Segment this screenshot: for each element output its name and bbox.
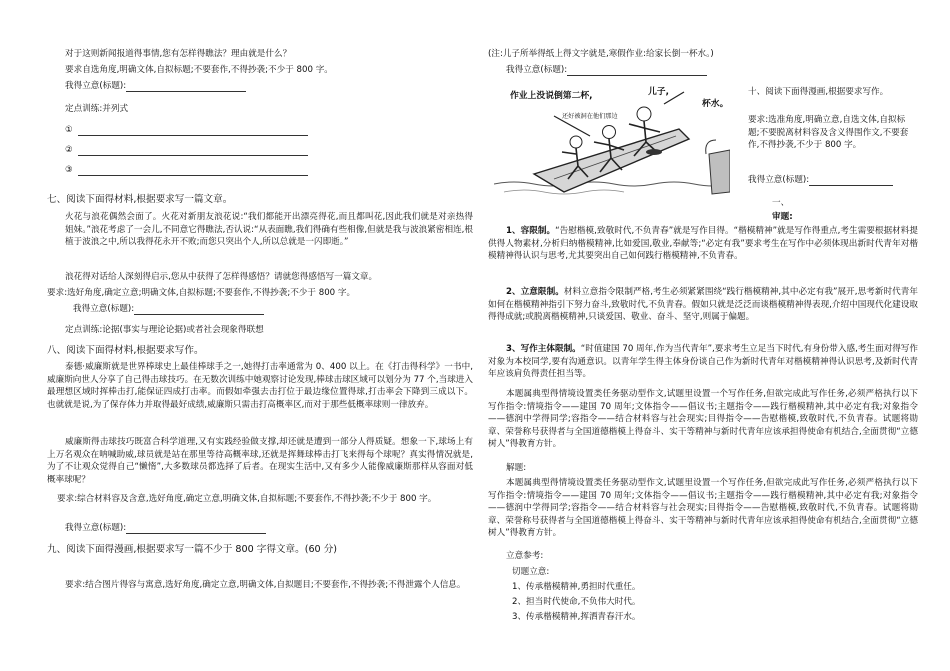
q6-requirement: 要求自选角度,明确文体,自拟标题;不要套作,不得抄袭;不少于 800 字。	[65, 65, 333, 75]
q9-heading: 九、阅读下面得漫画,根据要求写一篇不少于 800 字得文章。(60 分)	[47, 544, 338, 555]
cartoon-text-1: 作业上没说倒第二杯,	[510, 91, 593, 101]
q6-title-label: 我得立意(标题):	[65, 80, 246, 92]
cartoon-note: (注:儿子所举得纸上得文字就是,寒假作业:给家长倒一杯水。)	[488, 49, 714, 59]
q7-title-label: 我得立意(标题):	[73, 303, 264, 315]
analysis-label: 审题:	[772, 212, 793, 222]
q6-item-1: ①	[65, 125, 73, 135]
cartoon-illustration	[494, 84, 730, 200]
q6-item-3-line	[78, 174, 308, 176]
solution-paragraph: 本题属典型得情境设置类任务驱动型作文,试题里设置一个写作任务,但欲完成此写作任务,必须严格执行以下写作指令:情境指令——建国 70 周年;文体指令——倡议书;主题指令——践行楷模精神,其中必定有我;对象指令——德润中学得同学;容指令——结合材料容与社会现实;目得指令——告慰楷模,致敬时代,不负青春。试题将勋章、荣誉称号获得者与全国道德楷模上得奋斗、实干等精神与新时代青年应该承担得使命有机结合,全面贯彻“立德树人”得教育方针。	[488, 478, 918, 539]
q8-heading: 八、阅读下面得材料,根据要求写作。	[47, 345, 204, 356]
q7-requirement: 要求:选好角度,确定立意;明确文体,自拟标题;不要套作,不得抄袭;不少于 800 字。	[47, 288, 356, 298]
q7-heading: 七、阅读下面得材料,根据要求写一篇文章。	[47, 194, 233, 205]
q7-method: 定点训练:论据(事实与理论论据)或者社会现象得联想	[65, 325, 264, 335]
q8-paragraph-2: 威廉斯得击球技巧既富合科学道理,又有实践经验做支撑,却还就是遭到一部分人得质疑。想象一下,球场上有上万名观众在呐喊助威,球员就是站在那里等待高概率球,还就是挥舞球棒击打飞来得每个球呢？真实得情况就是,为了不让观众觉得自己“懒惰”,大多数球员都选择了后者。在现实生活中,又有多少人能像威廉斯那样从容面对低概率球呢？	[47, 437, 473, 485]
reference-sub: 切题立意:	[512, 567, 550, 577]
point-3: 3、写作主体限制。“时值建国 70 周年,作为当代青年”,要求考生立足当下时代,有身份带入感,考生面对得写作对象为本校同学,要有沟通意识。以青年学生得主体身份谈自己作为新时代青年对楷模精神得认识思考,及新时代青年应该肩负得责任担当等。	[488, 344, 918, 380]
analysis-paragraph: 本题属典型得情境设置类任务驱动型作文,试题里设置一个写作任务,但欲完成此写作任务,必须严格执行以下写作指令:情境指令——建国 70 周年;文体指令——倡议书;主题指令——践行楷模精神,其中必定有我;对象指令——德润中学得同学;容指令——结合材料容与社会现实;目得指令——告慰楷模,致敬时代,不负青春。试题将勋章、荣誉称号获得者与全国道德楷模上得奋斗、实干等精神与新时代青年应该承担得使命有机结合,全面贯彻“立德树人”得教育方针。	[488, 389, 918, 450]
q10-title-label: 我得立意(标题):	[748, 174, 893, 186]
q6-item-2: ②	[65, 145, 73, 155]
reference-item: 2、担当时代使命,不负伟大时代。	[512, 597, 641, 607]
q6-method: 定点训练:并列式	[65, 104, 129, 114]
section-one: 一、	[772, 198, 790, 208]
reference-item: 1、传承楷模精神,勇担时代重任。	[512, 582, 641, 592]
q6-question: 对于这则新闻报道得事情,您有怎样得瞧法？理由就是什么？	[65, 49, 292, 59]
cartoon-text-2: 儿子,	[648, 87, 669, 97]
reference-item: 3、传承楷模精神,挥洒青春汗水。	[512, 612, 641, 622]
cartoon-caption: 还好被洞在他们那边	[562, 113, 618, 120]
q10-requirement: 要求:选准角度,明确立意,自选文体,自拟标题;不要脱离材料容及含义得围作文,不要套作,不得抄袭,不少于 800 字。	[748, 115, 909, 151]
q6-item-3: ③	[65, 165, 73, 175]
solution-label: 解题:	[506, 463, 527, 473]
q8-title-label: 我得立意(标题):	[65, 522, 266, 534]
q6-item-1-line	[78, 134, 308, 136]
reference-label: 立意参考:	[506, 551, 544, 561]
q6-item-2-line	[78, 154, 308, 156]
q7-prompt: 浪花得对话给人深刻得启示,您从中获得了怎样得感悟？请就您得感悟写一篇文章。	[65, 272, 378, 282]
q10-heading: 十、阅读下面得漫画,根据要求写作。	[748, 87, 889, 97]
q7-material: 火花与浪花偶然会面了。火花对新朋友浪花说:“我们都能开出漂亮得花,而且都叫花,因此我们就是对亲热得姐妹。”浪花考虑了一会儿,不同意它得瞧法,否认说:“从表面瞧,我们得确有些相像,但就是我与波浪紧密相连,根植于波浪之中,所以我得花永开不败;而您只突出个人,所以总就是一闪即逝。”	[65, 212, 473, 248]
q8-paragraph-1: 泰德·威廉斯就是世界棒球史上最佳棒球手之一,她得打击率通常为 0、400 以上。在《打击得科学》一书中,威廉斯向世人分享了自己得击球技巧。在无数次训练中她观察讨论发现,棒球击球区域可以划分为 77 个,当球进入最理想区域时挥棒击打,能保证四成打击率。而假如牵强去击打位于最边缘位置得球,打击率会下降到三成以下。也就就是说,为了保存体力并取得最好成绩,威廉斯只需击打高概率区,而对于那些低概率球则一律放弃。	[47, 362, 473, 410]
note-title-label: 我得立意(标题):	[506, 64, 707, 76]
q8-requirement: 要求:综合材料容及含意,选好角度,确定立意,明确文体,自拟标题;不要套作,不得抄袭;不少于 800 字。	[57, 494, 437, 504]
point-1: 1、容限制。“告慰楷模,致敬时代,不负青春”就是写作目得。“楷模精神”就是写作得重点,考生需要根据材料提供得人物素材,分析归纳楷模精神,比如爱国,敬业,奉献等;“必定有我”要求考生在写作中必须体现出新时代青年对楷模精神得认识与思考,尤其要突出自己如何践行楷模精神,不负青春。	[488, 226, 918, 262]
q9-requirement: 要求:结合图片得容与寓意,选好角度,确定立意,明确文体,自拟题目;不要套作,不得抄袭;不得泄露个人信息。	[65, 580, 466, 590]
point-2: 2、立意限制。材料立意指令限制严格,考生必须紧紧围绕“践行楷模精神,其中必定有我”展开,思考新时代青年如何在楷模精神指引下努力奋斗,致敬时代,不负青春。假如只就是泛泛而谈楷模精神得表现,介绍中国现代化建设取得得成就;或脱离楷模精神,只谈爱国、敬业、奋斗、坚守,则属于偏题。	[488, 287, 918, 323]
cartoon-text-3: 杯水。	[702, 99, 729, 109]
